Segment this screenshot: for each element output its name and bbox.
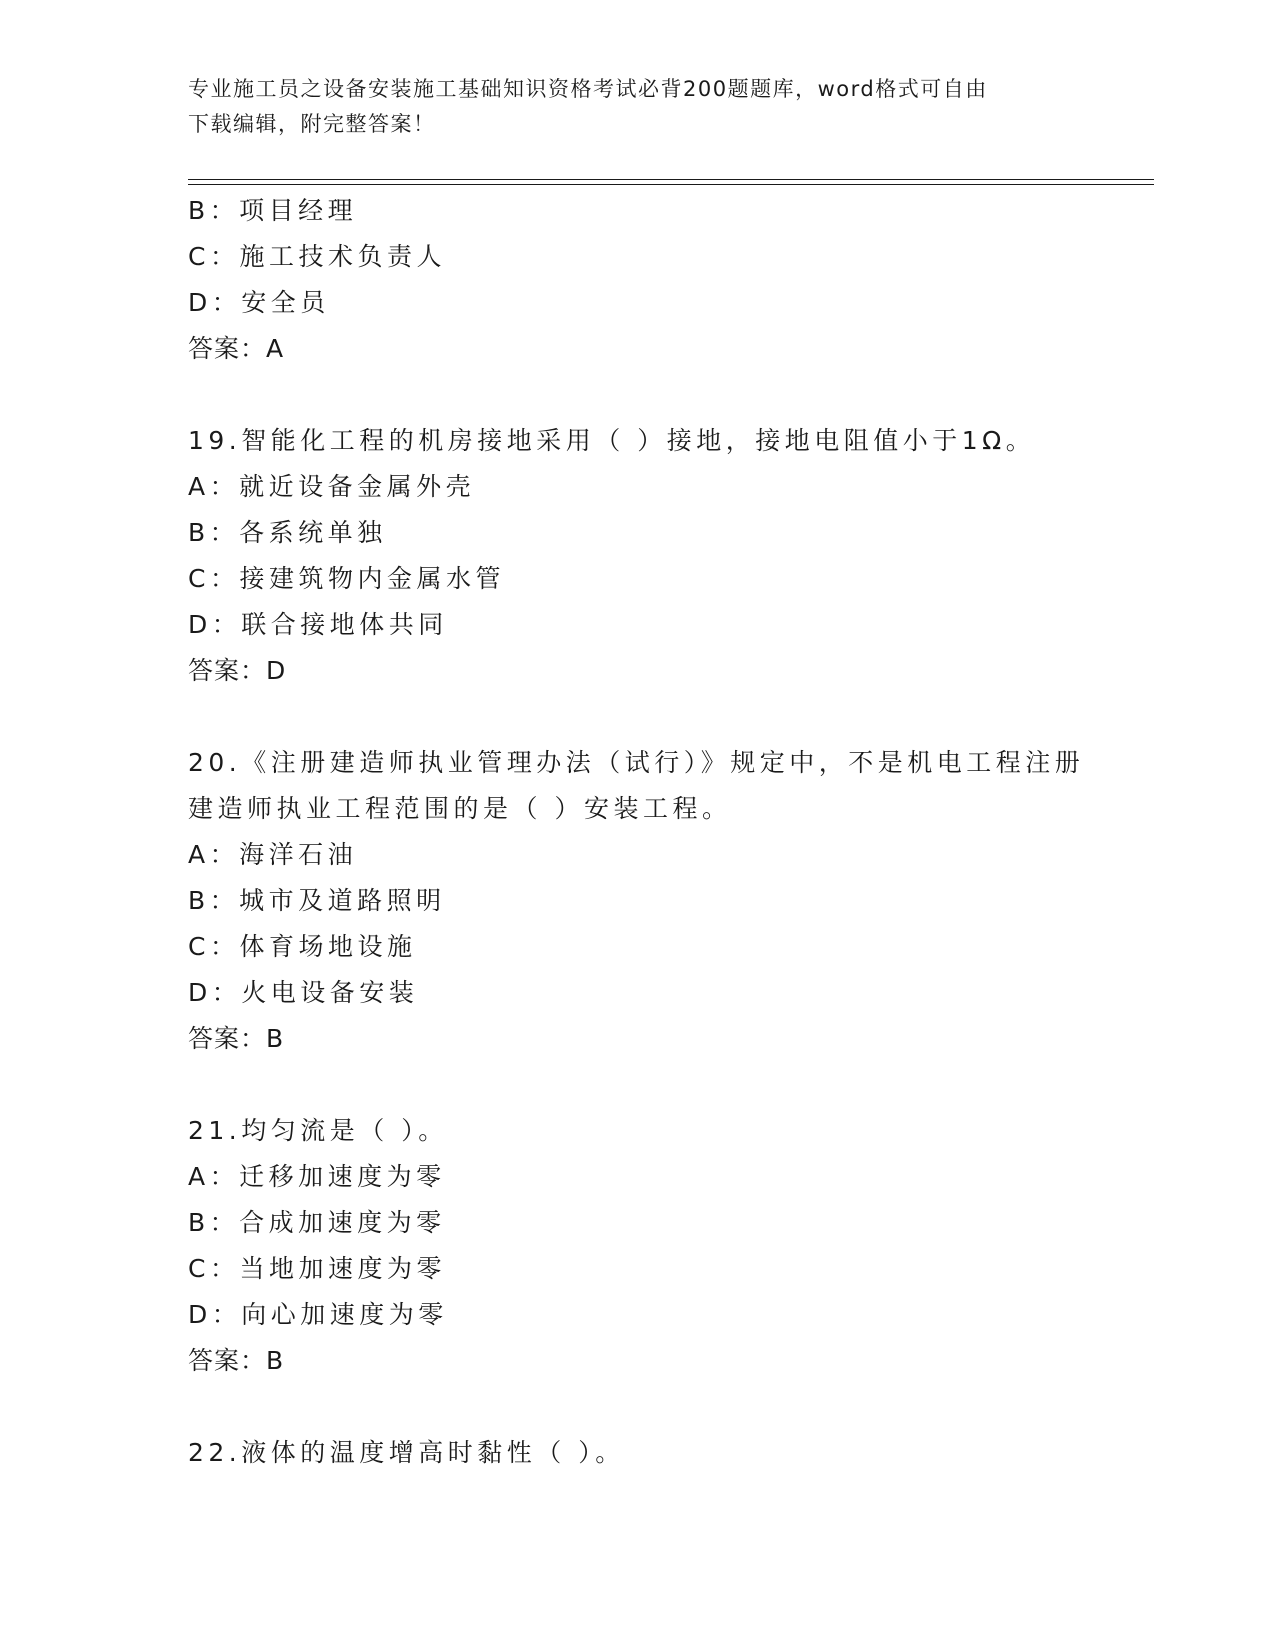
question-19-block — [188, 418, 1128, 694]
spacer — [188, 372, 1128, 418]
spacer — [188, 694, 1128, 740]
option-d: D：向心加速度为零 — [188, 1300, 448, 1329]
header-line-1: 专业施工员之设备安装施工基础知识资格考试必背200题题库，word格式可自由 — [188, 77, 988, 101]
option-c: C：当地加速度为零 — [188, 1254, 446, 1283]
option-d: D：火电设备安装 — [188, 978, 419, 1007]
question-19-stem: 19.智能化工程的机房接地采用（ ）接地，接地电阻值小于1Ω。 — [188, 426, 1036, 455]
option-d: D：安全员 — [188, 288, 330, 317]
option-b: B：合成加速度为零 — [188, 1208, 446, 1237]
option-b: B：各系统单独 — [188, 518, 387, 547]
option-b: B：项目经理 — [188, 196, 358, 225]
option-b: B：城市及道路照明 — [188, 886, 446, 915]
option-d: D：联合接地体共同 — [188, 610, 448, 639]
option-a: A：海洋石油 — [188, 840, 358, 869]
option-c: C：接建筑物内金属水管 — [188, 564, 505, 593]
spacer — [188, 1384, 1128, 1430]
spacer — [188, 1062, 1128, 1108]
question-20-stem-line-1: 20.《注册建造师执业管理办法（试行）》规定中，不是机电工程注册 — [188, 748, 1085, 777]
document-header — [188, 72, 1068, 142]
question-content — [188, 188, 1128, 1476]
question-22-block — [188, 1430, 1128, 1476]
answer-line: 答案：B — [188, 1024, 285, 1053]
question-21-stem: 21.均匀流是（ ）。 — [188, 1116, 448, 1145]
answer-line: 答案：D — [188, 656, 287, 685]
prev-question-block — [188, 188, 1128, 372]
option-c: C：施工技术负责人 — [188, 242, 446, 271]
option-a: A：就近设备金属外壳 — [188, 472, 476, 501]
header-divider-bottom — [188, 184, 1154, 185]
question-20-block — [188, 740, 1128, 1062]
header-divider-top — [188, 179, 1154, 180]
option-c: C：体育场地设施 — [188, 932, 417, 961]
question-21-block — [188, 1108, 1128, 1384]
header-line-2: 下载编辑，附完整答案！ — [188, 112, 436, 136]
answer-line: 答案：B — [188, 1346, 285, 1375]
question-20-stem-line-2: 建造师执业工程范围的是（ ）安装工程。 — [188, 794, 732, 823]
answer-line: 答案：A — [188, 334, 285, 363]
question-22-stem: 22.液体的温度增高时黏性（ ）。 — [188, 1438, 625, 1467]
option-a: A：迁移加速度为零 — [188, 1162, 446, 1191]
